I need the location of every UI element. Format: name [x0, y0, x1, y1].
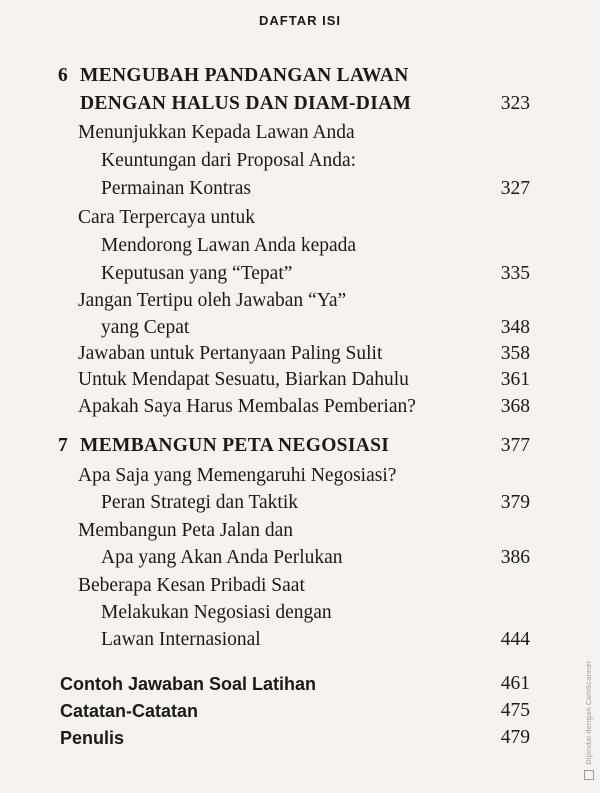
- chapter-number: 6: [58, 65, 68, 86]
- toc-page-number: 386: [500, 547, 530, 568]
- toc-entry: [0, 366, 600, 394]
- toc-entry-text: Jawaban untuk Pertanyaan Paling Sulit: [78, 343, 383, 364]
- toc-page-number: 361: [500, 369, 530, 390]
- toc-page-number: 348: [500, 317, 530, 338]
- toc-entry-text: Melakukan Negosiasi dengan: [101, 602, 332, 623]
- toc-entry: [0, 462, 600, 490]
- chapter-title-line1: MEMBANGUN PETA NEGOSIASI: [80, 435, 390, 456]
- toc-page-number: 461: [500, 673, 530, 694]
- toc-entry-text: Cara Terpercaya untuk: [78, 207, 255, 228]
- toc-page-number: 475: [500, 700, 530, 721]
- toc-entry-text: Peran Strategi dan Taktik: [101, 492, 299, 513]
- toc-entry-text: Mendorong Lawan Anda kepada: [101, 235, 357, 256]
- back-matter-entry: [0, 697, 600, 725]
- toc-entry-text: Apa yang Akan Anda Perlukan: [101, 547, 343, 568]
- toc-entry: [0, 340, 600, 368]
- watermark-text: Dipindai dengan CamScanner: [585, 660, 593, 765]
- chapter-page-number: 377: [500, 435, 530, 456]
- back-matter-title: Contoh Jawaban Soal Latihan: [60, 674, 317, 694]
- chapter-number: 7: [58, 435, 68, 456]
- toc-entry-text: Untuk Mendapat Sesuatu, Biarkan Dahulu: [78, 369, 409, 390]
- chapter-title-line1: MENGUBAH PANDANGAN LAWAN: [80, 65, 409, 86]
- chapter-page-number: 323: [500, 93, 530, 114]
- chapter-6-heading: [0, 62, 600, 90]
- toc-page-number: 327: [500, 178, 530, 199]
- toc-entry-text: Apakah Saya Harus Membalas Pemberian?: [78, 396, 416, 417]
- toc-entry-text: Menunjukkan Kepada Lawan Anda: [78, 122, 355, 143]
- toc-entry-text: Beberapa Kesan Pribadi Saat: [78, 575, 305, 596]
- toc-page-number: 358: [500, 343, 530, 364]
- toc-entry-text: Keputusan yang “Tepat”: [101, 263, 293, 284]
- toc-page-number: 444: [500, 629, 530, 650]
- toc-page-number: 368: [500, 396, 530, 417]
- toc-entry-text: Jangan Tertipu oleh Jawaban “Ya”: [78, 290, 347, 311]
- toc-entry: [0, 572, 600, 600]
- back-matter-entry: [0, 670, 600, 698]
- scanner-watermark: [584, 660, 596, 780]
- toc-entry-text: Permainan Kontras: [101, 178, 252, 199]
- toc-entry-text: Keuntungan dari Proposal Anda:: [101, 150, 357, 171]
- toc-entry-text: Lawan Internasional: [101, 629, 261, 650]
- chapter-7-heading: [0, 432, 600, 460]
- toc-entry: [0, 119, 600, 147]
- toc-entry-text: Apa Saja yang Memengaruhi Negosiasi?: [78, 465, 397, 486]
- back-matter-entry: [0, 724, 600, 752]
- toc-page-number: 479: [500, 727, 530, 748]
- back-matter-title: Catatan-Catatan: [60, 701, 199, 721]
- camscanner-icon: [584, 770, 594, 780]
- back-matter-title: Penulis: [60, 728, 125, 748]
- toc-entry: [0, 287, 600, 315]
- chapter-title-line2: DENGAN HALUS DAN DIAM-DIAM: [80, 93, 412, 114]
- toc-entry: [0, 204, 600, 232]
- toc-page-number: 335: [500, 263, 530, 284]
- toc-page-number: 379: [500, 492, 530, 513]
- toc-entry-text: Membangun Peta Jalan dan: [78, 520, 293, 541]
- page-header: DAFTAR ISI: [259, 13, 341, 28]
- toc-entry: [0, 393, 600, 421]
- toc-entry-text: yang Cepat: [101, 317, 190, 338]
- toc-entry: [0, 517, 600, 545]
